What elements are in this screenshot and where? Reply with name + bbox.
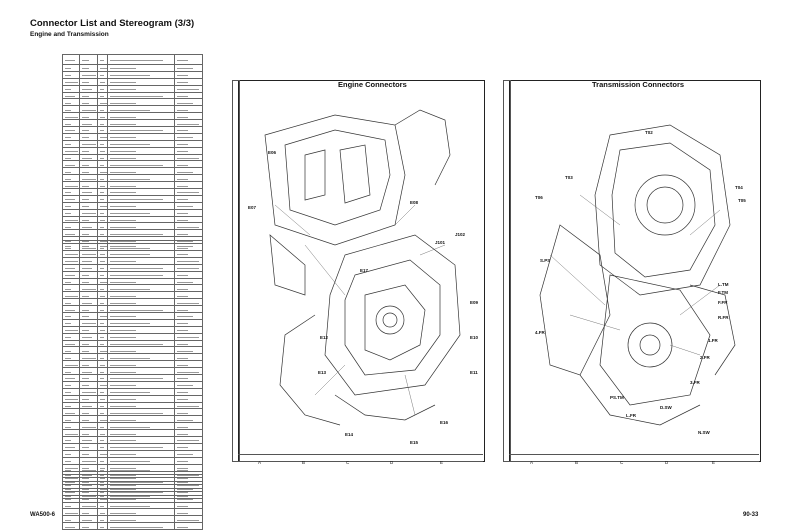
transmission-grid-strip-left xyxy=(503,80,511,462)
table-row xyxy=(63,481,203,488)
engine-grid-label-b: B xyxy=(302,460,306,465)
table-row xyxy=(63,71,203,78)
table-row xyxy=(63,443,203,450)
table-row xyxy=(63,475,203,482)
engine-callout: E10 xyxy=(470,335,479,340)
table-row xyxy=(63,223,203,230)
footer-model: WA500-6 xyxy=(30,512,56,518)
table-row xyxy=(63,319,203,326)
table-row xyxy=(63,437,203,444)
transmission-callout: T05 xyxy=(738,198,746,203)
engine-grid-label-a: A xyxy=(258,460,262,465)
table-row xyxy=(63,313,203,320)
engine-callout: E11 xyxy=(470,370,478,375)
table-header-row xyxy=(63,465,203,475)
engine-callout: J102 xyxy=(455,232,466,237)
table-row xyxy=(63,65,203,72)
transmission-callout: 4.FR xyxy=(535,330,545,335)
engine-callout: E12 xyxy=(320,335,329,340)
table-row xyxy=(63,509,203,516)
engine-callout: E06 xyxy=(268,150,277,155)
transmission-callout: D.SW xyxy=(660,405,672,410)
engine-callout: E13 xyxy=(318,370,327,375)
table-row xyxy=(63,99,203,106)
transmission-stereogram-drawing xyxy=(520,115,750,445)
transmission-callout: T03 xyxy=(565,175,573,180)
table-row xyxy=(63,299,203,306)
table-row xyxy=(63,402,203,409)
table-row xyxy=(63,147,203,154)
engine-grid-label-c: C xyxy=(346,460,350,465)
table-row xyxy=(63,285,203,292)
table-row xyxy=(63,127,203,134)
table-row xyxy=(63,216,203,223)
table-row xyxy=(63,326,203,333)
table-row xyxy=(63,347,203,354)
table-header-row xyxy=(63,241,203,251)
transmission-callout: PS.TM xyxy=(610,395,624,400)
table-row xyxy=(63,230,203,237)
table-row xyxy=(63,516,203,523)
engine-callout: E09 xyxy=(470,300,479,305)
table-row xyxy=(63,92,203,99)
table-row xyxy=(63,361,203,368)
table-row xyxy=(63,168,203,175)
table-row xyxy=(63,340,203,347)
transmission-callout: 2.FR xyxy=(700,355,710,360)
table-row xyxy=(63,388,203,395)
table-row xyxy=(63,202,203,209)
transmission-callout: 1.FR xyxy=(708,338,718,343)
table-row xyxy=(63,106,203,113)
page-subtitle: Engine and Transmission xyxy=(30,31,109,38)
table-row xyxy=(63,78,203,85)
table-row xyxy=(63,140,203,147)
table-row xyxy=(63,375,203,382)
engine-callout: E14 xyxy=(345,432,354,437)
table-row xyxy=(63,175,203,182)
table-row xyxy=(63,395,203,402)
page-title: Connector List and Stereogram (3/3) xyxy=(30,18,195,29)
table-row xyxy=(63,251,203,258)
table-row xyxy=(63,430,203,437)
table-row xyxy=(63,113,203,120)
transmission-callout: L.TM xyxy=(718,282,729,287)
transmission-callout: 3.FR xyxy=(690,380,700,385)
table-row xyxy=(63,416,203,423)
transmission-callout: F.TM xyxy=(718,290,728,295)
table-row xyxy=(63,278,203,285)
table-row xyxy=(63,120,203,127)
table-row xyxy=(63,161,203,168)
transmission-callout: F.FR xyxy=(718,300,728,305)
engine-grid-label-e: E xyxy=(440,460,444,465)
transmission-grid-label-e: E xyxy=(712,460,716,465)
table-row xyxy=(63,333,203,340)
engine-callout: J101 xyxy=(435,240,446,245)
engine-callout: E16 xyxy=(440,420,449,425)
table-row xyxy=(63,354,203,361)
table-row xyxy=(63,257,203,264)
table-row xyxy=(63,154,203,161)
transmission-grid-label-c: C xyxy=(620,460,624,465)
transmission-grid-label-b: B xyxy=(575,460,579,465)
table-row xyxy=(63,292,203,299)
footer-page-number: 90-33 xyxy=(743,512,759,518)
engine-callout: E17 xyxy=(360,268,369,273)
transmission-callout: L.FR xyxy=(626,413,636,418)
transmission-callout: R.FR xyxy=(718,315,729,320)
table-row xyxy=(63,423,203,430)
engine-grid-strip-bottom xyxy=(238,454,483,462)
table-row xyxy=(63,209,203,216)
connector-table xyxy=(62,464,203,530)
table-row xyxy=(63,271,203,278)
engine-callout: E15 xyxy=(410,440,419,445)
connector-table xyxy=(62,240,203,499)
table-row xyxy=(63,182,203,189)
engine-grid-label-d: D xyxy=(390,460,394,465)
transmission-grid-strip-bottom xyxy=(509,454,759,462)
table-row xyxy=(63,264,203,271)
table-row xyxy=(63,381,203,388)
table-row xyxy=(63,495,203,502)
transmission-callout: T02 xyxy=(645,130,653,135)
table-row xyxy=(63,450,203,457)
transmission-grid-label-d: D xyxy=(665,460,669,465)
transmission-grid-label-a: A xyxy=(530,460,534,465)
transmission-callout: T04 xyxy=(735,185,743,190)
engine-connectors-title: Engine Connectors xyxy=(338,80,407,89)
transmission-connectors-title: Transmission Connectors xyxy=(592,80,685,89)
transmission-callout: T06 xyxy=(535,195,543,200)
table-row xyxy=(63,189,203,196)
transmission-callout: N.SW xyxy=(698,430,710,435)
table-row xyxy=(63,306,203,313)
engine-callout: E08 xyxy=(410,200,419,205)
table-row xyxy=(63,502,203,509)
engine-callout: E07 xyxy=(248,205,257,210)
table-row xyxy=(63,488,203,495)
table-row xyxy=(63,133,203,140)
table-header-row xyxy=(63,55,203,65)
table-row xyxy=(63,85,203,92)
engine-grid-strip-left xyxy=(232,80,240,462)
table-row xyxy=(63,368,203,375)
transmission-callout: S.PS xyxy=(540,258,551,263)
table-row xyxy=(63,409,203,416)
table-row xyxy=(63,195,203,202)
